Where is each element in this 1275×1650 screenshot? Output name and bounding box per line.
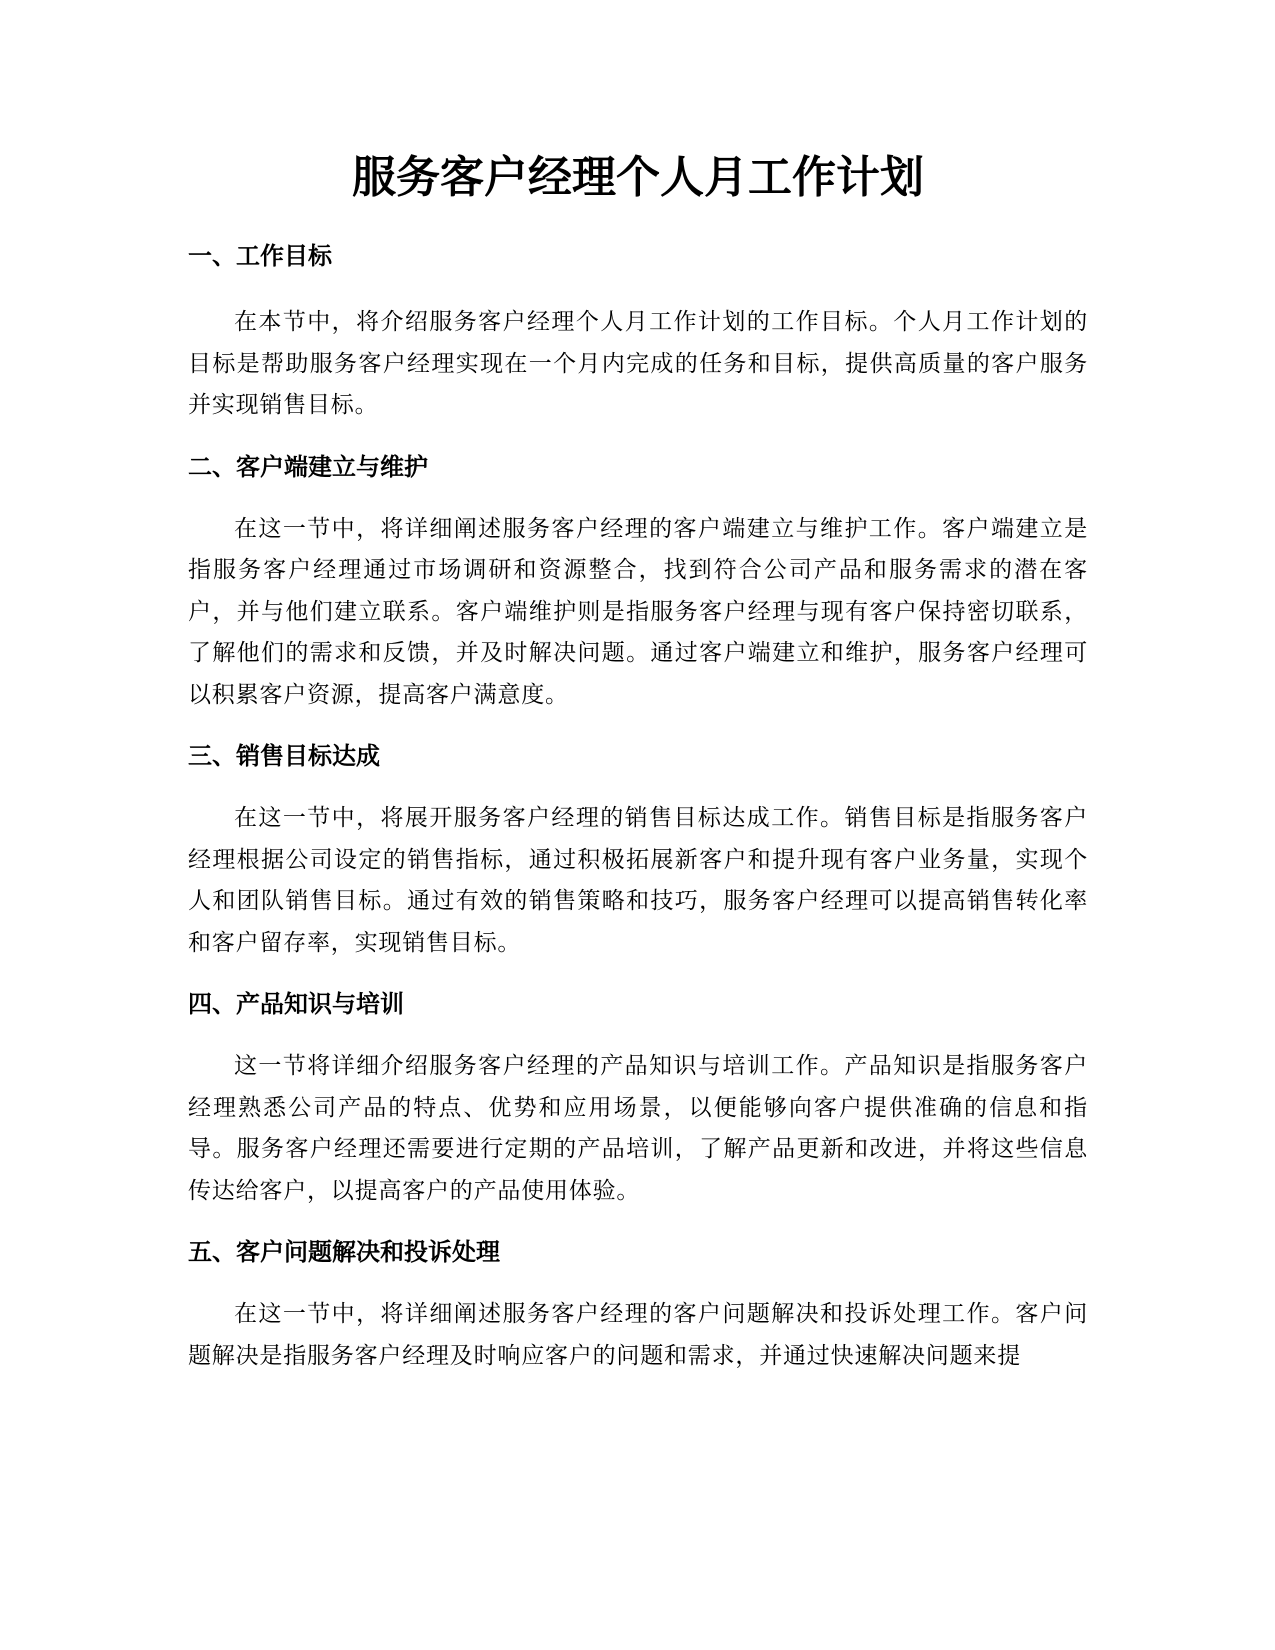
section-complaint-handling [188,1236,1088,1377]
document-title: 服务客户经理个人月工作计划 [352,152,924,203]
section-heading: 一、工作目标 [188,242,332,270]
section-heading: 五、客户问题解决和投诉处理 [188,1238,500,1266]
section-paragraph: 在这一节中，将详细阐述服务客户经理的客户问题解决和投诉处理工作。客户问题解决是指服务客户经理及时响应客户的问题和需求，并通过快速解决问题来提 [188,1301,1088,1369]
section-paragraph: 这一节将详细介绍服务客户经理的产品知识与培训工作。产品知识是指服务客户经理熟悉公司产品的特点、优势和应用场景，以便能够向客户提供准确的信息和指导。服务客户经理还需要进行定期的产品培训，了解产品更新和改进，并将这些信息传达给客户，以提高客户的产品使用体验。 [188,1053,1088,1204]
document-content [188,148,1088,1377]
section-heading: 三、销售目标达成 [188,742,380,770]
section-heading: 二、客户端建立与维护 [188,452,428,481]
section-paragraph: 在这一节中，将展开服务客户经理的销售目标达成工作。销售目标是指服务客户经理根据公司设定的销售指标，通过积极拓展新客户和提升现有客户业务量，实现个人和团队销售目标。通过有效的销售策略和技巧，服务客户经理可以提高销售转化率和客户留存率，实现销售目标。 [188,805,1088,956]
section-sales-targets [188,740,1088,964]
section-work-goals [188,240,1088,427]
section-client-building [188,451,1088,717]
section-product-training [188,988,1088,1212]
section-paragraph: 在本节中，将介绍服务客户经理个人月工作计划的工作目标。个人月工作计划的目标是帮助服务客户经理实现在一个月内完成的任务和目标，提供高质量的客户服务并实现销售目标。 [188,309,1088,418]
section-paragraph: 在这一节中，将详细阐述服务客户经理的客户端建立与维护工作。客户端建立是指服务客户经理通过市场调研和资源整合，找到符合公司产品和服务需求的潜在客户，并与他们建立联系。客户端维护则是指服务客户经理与现有客户保持密切联系，了解他们的需求和反馈，并及时解决问题。通过客户端建立和维护，服务客户经理可以积累客户资源，提高客户满意度。 [188,515,1088,708]
section-heading: 四、产品知识与培训 [188,990,404,1018]
